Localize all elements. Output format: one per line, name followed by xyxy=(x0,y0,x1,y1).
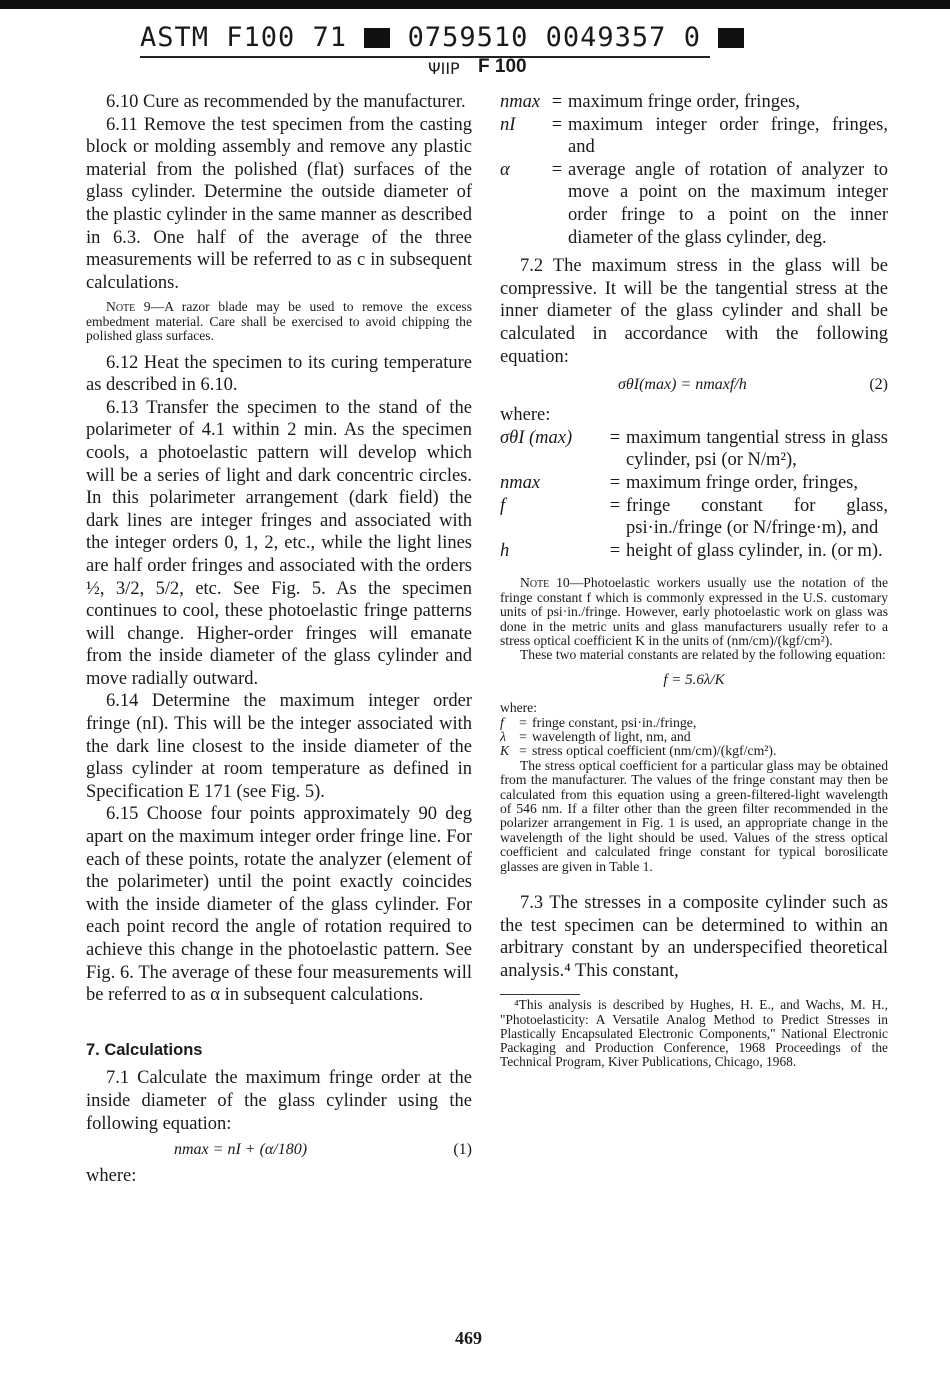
note-10-coefficient: The stress optical coefficient for a particular glass may be obtained from the manufacturer. The values of the fringe constant may then be calculated from this equation using a green-filtered-light wavelength of 546 nm. If a filter other than the green filter recommended in the polarizer arrangement in Fig. 1 is used, an appropriate change in the wavelength of the light should be used. Values of the stress optical coefficient and calculated fringe constant for typical borosilicate glasses are given in Table 1. xyxy=(500,757,888,874)
def-eq1-symbol: α xyxy=(500,159,510,180)
def-eq1-equals: = xyxy=(551,159,563,180)
equation-1 xyxy=(86,1141,472,1159)
section-6-11: 6.11 Remove the test specimen from the casting block or molding assembly and remove any plastic material from the polished (flat) surfaces of the glass cylinder. Determine the outside diameter of the plastic cylinder in the same manner as described in 6.3. One half of the average of the three measurements will be referred to as c in subsequent calculations. xyxy=(86,114,472,293)
def-eq2-row xyxy=(500,495,888,540)
section-7-2: 7.2 The maximum stress in the glass will be compressive. It will be the tangential stress at the inner diameter of the glass cylinder and shall be calculated in accordance with the following equation: xyxy=(500,256,888,367)
def-eq2-row xyxy=(500,540,888,563)
def-eq2-symbol: f xyxy=(500,495,506,516)
section-6-14: 6.14 Determine the maximum integer order fringe (nI). This will be the integer associated with the dark line closest to the inside diameter of the glass cylinder at room temperature as defined in Specification E 171 (see Fig. 5). xyxy=(86,691,472,802)
left-column xyxy=(86,91,472,1188)
definitions-eq1 xyxy=(500,91,888,249)
def-eq2-definition: fringe constant for glass, psi·in./fringe (or N/fringe·m), and xyxy=(626,495,888,539)
note-10-text: —Photoelastic workers usually use the notation of the fringe constant f which is commonly expressed in the U.S. customary units of psi·in./fringe. However, early photoelastic work on glass was done in the metric units and glass manufacturers usually refer to a stress optical coefficient K in the units of (nm/cm)/(kgf/cm²). xyxy=(500,575,888,648)
equation-2 xyxy=(500,376,888,394)
def-eq3-symbol: λ xyxy=(500,728,506,744)
def-eq3-row xyxy=(500,716,888,730)
note-10-relation: These two material constants are related by the following equation: xyxy=(520,647,886,663)
footnote-rule xyxy=(500,994,580,995)
note-9-text: —A razor blade may be used to remove the excess embedment material. Care shall be exercised to avoid chipping the polished glass surfaces. xyxy=(86,299,472,344)
def-eq1-symbol: nI xyxy=(500,114,516,135)
def-eq3-row xyxy=(500,744,888,758)
where-label-1: where: xyxy=(86,1166,137,1187)
note-9 xyxy=(86,300,472,343)
def-eq3-symbol: K xyxy=(500,743,510,759)
standard-code-prefix: ASTM F100 71 xyxy=(140,22,348,53)
equation-1-formula: nmax = nI + (α/180) xyxy=(174,1141,308,1159)
section-6-12: 6.12 Heat the specimen to its curing temperature as described in 6.10. xyxy=(86,352,472,396)
def-eq1-row xyxy=(500,159,888,249)
right-column xyxy=(500,91,888,1069)
def-eq3-definition: wavelength of light, nm, and xyxy=(532,728,691,744)
equation-2-formula: σθI(max) = nmaxf/h xyxy=(618,376,747,394)
section-7-1: 7.1 Calculate the maximum fringe order at the inside diameter of the glass cylinder using the following equation: xyxy=(86,1068,472,1134)
definitions-eq3 xyxy=(500,716,888,759)
document-id: F 100 xyxy=(478,56,527,77)
definitions-eq2 xyxy=(500,427,888,563)
def-eq3-row xyxy=(500,730,888,744)
equation-1-number: (1) xyxy=(453,1141,472,1159)
def-eq1-equals: = xyxy=(551,92,563,112)
def-eq3-equals: = xyxy=(519,714,527,730)
section-7-3: 7.3 The stresses in a composite cylinder such as the test specimen can be determined to within an arbitrary constant by an underspecified theoretical analysis.⁴ This constant, xyxy=(500,893,888,981)
def-eq1-row xyxy=(500,91,888,114)
def-eq1-row xyxy=(500,114,888,159)
section-6-13: 6.13 Transfer the specimen to the stand of the polarimeter of 4.1 within 2 min. As the specimen cools, a photoelastic pattern will develop which will be a series of light and dark concentric circles. In this polarimeter arrangement (dark field) the dark lines are integer fringes and associated with the integer orders 0, 1, 2, etc., while the light lines are half order fringes and associated with the orders ½, 3/2, 5/2, etc. See Fig. 5. As the specimen continues to cool, these photoelastic fringe patterns will change. Higher-order fringes will emanate from the inside diameter of the glass cylinder and move radially outward. xyxy=(86,397,472,689)
section-7-heading: 7. Calculations xyxy=(86,1040,203,1059)
note-10-label: Note 10 xyxy=(520,575,570,591)
section-6-15: 6.15 Choose four points approximately 90 deg apart on the maximum integer order fringe line. For each of these points, rotate the analyzer (element of the polarimeter) until the point exactly coincides with the inside diameter of the glass cylinder. For each point record the angle of rotation required to achieve this change in the photoelastic pattern. See Fig. 6. The average of these four measurements will be referred to as α in subsequent calculations. xyxy=(86,804,472,1006)
def-eq2-definition: maximum tangential stress in glass cylinder, psi (or N/m²), xyxy=(626,427,888,471)
def-eq1-definition: average angle of rotation of analyzer to move a point on the maximum integer order fringe to a point on the inner diameter of the glass cylinder, deg. xyxy=(568,159,888,248)
header-rule xyxy=(140,56,710,58)
def-eq2-symbol: σθI (max) xyxy=(500,427,573,448)
standard-code-serials: 0759510 0049357 0 xyxy=(407,22,701,53)
def-eq2-symbol: h xyxy=(500,540,510,561)
def-eq2-equals: = xyxy=(609,540,621,561)
standard-code-line xyxy=(140,22,744,53)
equation-2-number: (2) xyxy=(869,376,888,394)
def-eq3-definition: stress optical coefficient (nm/cm)/(kgf/cm²). xyxy=(532,743,777,759)
def-eq2-equals: = xyxy=(609,427,621,448)
def-eq2-definition: maximum fringe order, fringes, xyxy=(626,472,858,493)
note-9-label: Note 9 xyxy=(106,299,151,315)
def-eq1-definition: maximum fringe order, fringes, xyxy=(568,92,800,112)
footnote-4: ⁴This analysis is described by Hughes, H. E., and Wachs, M. H., "Photoelasticity: A Versatile Analog Method to Predict Stresses in Plastically Encapsulated Electronic Components," National Electronic Packaging and Production Conference, 1968 Proceedings of the Technical Program, Kiver Publications, Chicago, 1968. xyxy=(500,997,888,1070)
note-10 xyxy=(500,576,888,648)
section-6-10: 6.10 Cure as recommended by the manufacturer. xyxy=(106,92,466,112)
def-eq3-equals: = xyxy=(519,743,527,759)
def-eq1-definition: maximum integer order fringe, fringes, and xyxy=(568,114,888,158)
def-eq1-equals: = xyxy=(551,114,563,135)
def-eq3-symbol: f xyxy=(500,714,504,730)
where-label-2: where: xyxy=(500,405,551,426)
black-block-mark-2 xyxy=(718,28,744,48)
where-label-3: where: xyxy=(500,700,537,716)
def-eq2-symbol: nmax xyxy=(500,472,541,493)
def-eq2-row xyxy=(500,472,888,495)
def-eq2-definition: height of glass cylinder, in. (or m). xyxy=(626,540,883,561)
top-border-bar xyxy=(0,0,950,9)
def-eq2-equals: = xyxy=(609,495,621,516)
black-block-mark xyxy=(364,28,390,48)
def-eq2-equals: = xyxy=(609,472,621,493)
equation-3: f = 5.6λ/K xyxy=(663,671,725,688)
def-eq2-row xyxy=(500,427,888,472)
def-eq3-definition: fringe constant, psi·in./fringe, xyxy=(532,714,697,730)
def-eq3-equals: = xyxy=(519,728,527,744)
page-number: 469 xyxy=(455,1328,482,1348)
def-eq1-symbol: nmax xyxy=(500,92,541,112)
astm-logo: ΨΙΙΡ xyxy=(428,59,460,78)
